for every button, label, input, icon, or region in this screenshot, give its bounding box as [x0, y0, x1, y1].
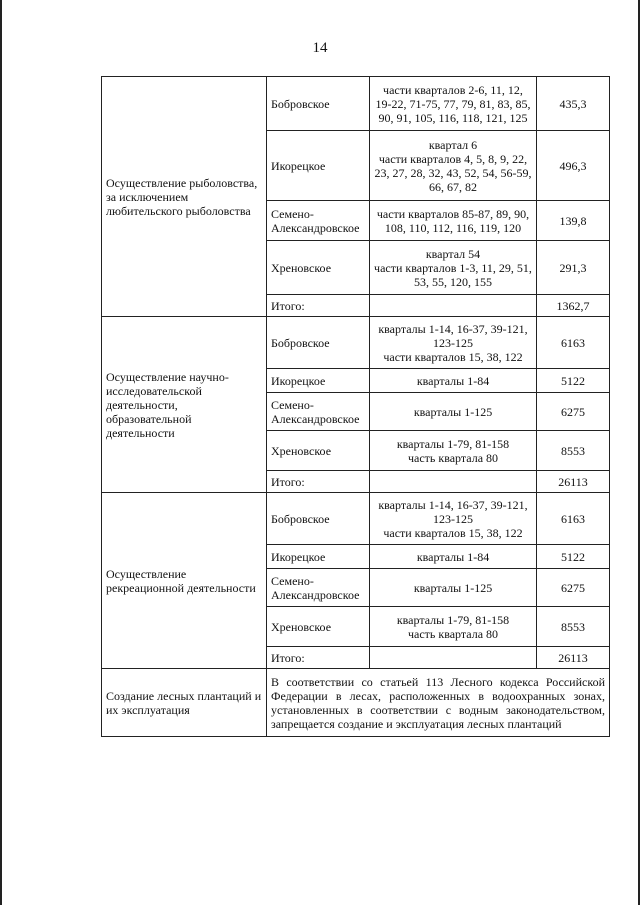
quarters-cell: квартал 54 части кварталов 1-3, 11, 29, 51, 53, 55, 120, 155	[370, 241, 537, 295]
forestry-cell: Семено-Александровское	[267, 569, 370, 607]
quarters-cell: кварталы 1-79, 81-158 часть квартала 80	[370, 607, 537, 647]
table-row	[102, 493, 610, 545]
table-row	[102, 77, 610, 131]
forestry-cell: Хреновское	[267, 431, 370, 471]
quarters-cell: кварталы 1-125	[370, 569, 537, 607]
total-value: 26113	[537, 647, 610, 669]
page-edge-left	[0, 0, 2, 905]
forestry-cell: Икорецкое	[267, 131, 370, 201]
area-cell: 139,8	[537, 201, 610, 241]
area-cell: 6275	[537, 569, 610, 607]
activity-cell-recreation: Осуществление рекреационной деятельности	[102, 493, 267, 669]
forestry-cell: Семено-Александровское	[267, 201, 370, 241]
quarters-cell: кварталы 1-79, 81-158 часть квартала 80	[370, 431, 537, 471]
forestry-cell: Бобровское	[267, 77, 370, 131]
forestry-cell: Семено-Александровское	[267, 393, 370, 431]
area-cell: 6275	[537, 393, 610, 431]
area-cell: 5122	[537, 369, 610, 393]
forestry-cell: Икорецкое	[267, 545, 370, 569]
forestry-cell: Хреновское	[267, 241, 370, 295]
total-empty-cell	[370, 647, 537, 669]
activity-cell-fishing: Осуществление рыболовства, за исключением любительского рыболовства	[102, 77, 267, 317]
forestry-cell: Икорецкое	[267, 369, 370, 393]
quarters-cell: кварталы 1-14, 16-37, 39-121, 123-125 части кварталов 15, 38, 122	[370, 493, 537, 545]
area-cell: 291,3	[537, 241, 610, 295]
quarters-cell: кварталы 1-14, 16-37, 39-121, 123-125 части кварталов 15, 38, 122	[370, 317, 537, 369]
quarters-cell: квартал 6 части кварталов 4, 5, 8, 9, 22, 23, 27, 28, 32, 43, 52, 54, 56-59, 66, 67, 82	[370, 131, 537, 201]
plantations-note: В соответствии со статьей 113 Лесного кодекса Российской Федерации в лесах, расположенных в водоохранных зонах, установленных в соответствии с водным законодательством, запрещается создание и эксплуатация лесных плантаций	[267, 669, 610, 737]
forest-use-table	[101, 76, 610, 737]
quarters-cell: кварталы 1-84	[370, 545, 537, 569]
quarters-cell: кварталы 1-125	[370, 393, 537, 431]
quarters-cell: кварталы 1-84	[370, 369, 537, 393]
area-cell: 496,3	[537, 131, 610, 201]
forestry-cell: Бобровское	[267, 317, 370, 369]
quarters-cell: части кварталов 2-6, 11, 12, 19-22, 71-75, 77, 79, 81, 83, 85, 90, 91, 105, 116, 118, 121, 125	[370, 77, 537, 131]
total-empty-cell	[370, 471, 537, 493]
total-label: Итого:	[267, 295, 370, 317]
total-empty-cell	[370, 295, 537, 317]
area-cell: 8553	[537, 607, 610, 647]
total-value: 1362,7	[537, 295, 610, 317]
total-label: Итого:	[267, 647, 370, 669]
forestry-cell: Хреновское	[267, 607, 370, 647]
activity-cell-research: Осуществление научно-исследовательской деятельности, образовательной деятельности	[102, 317, 267, 493]
area-cell: 6163	[537, 493, 610, 545]
activity-cell-plantations: Создание лесных плантаций и их эксплуатация	[102, 669, 267, 737]
total-value: 26113	[537, 471, 610, 493]
table-row	[102, 317, 610, 369]
area-cell: 5122	[537, 545, 610, 569]
forestry-cell: Бобровское	[267, 493, 370, 545]
area-cell: 435,3	[537, 77, 610, 131]
area-cell: 6163	[537, 317, 610, 369]
area-cell: 8553	[537, 431, 610, 471]
plantations-row	[102, 669, 610, 737]
page-number: 14	[312, 40, 328, 56]
quarters-cell: части кварталов 85-87, 89, 90, 108, 110, 112, 116, 119, 120	[370, 201, 537, 241]
total-label: Итого:	[267, 471, 370, 493]
